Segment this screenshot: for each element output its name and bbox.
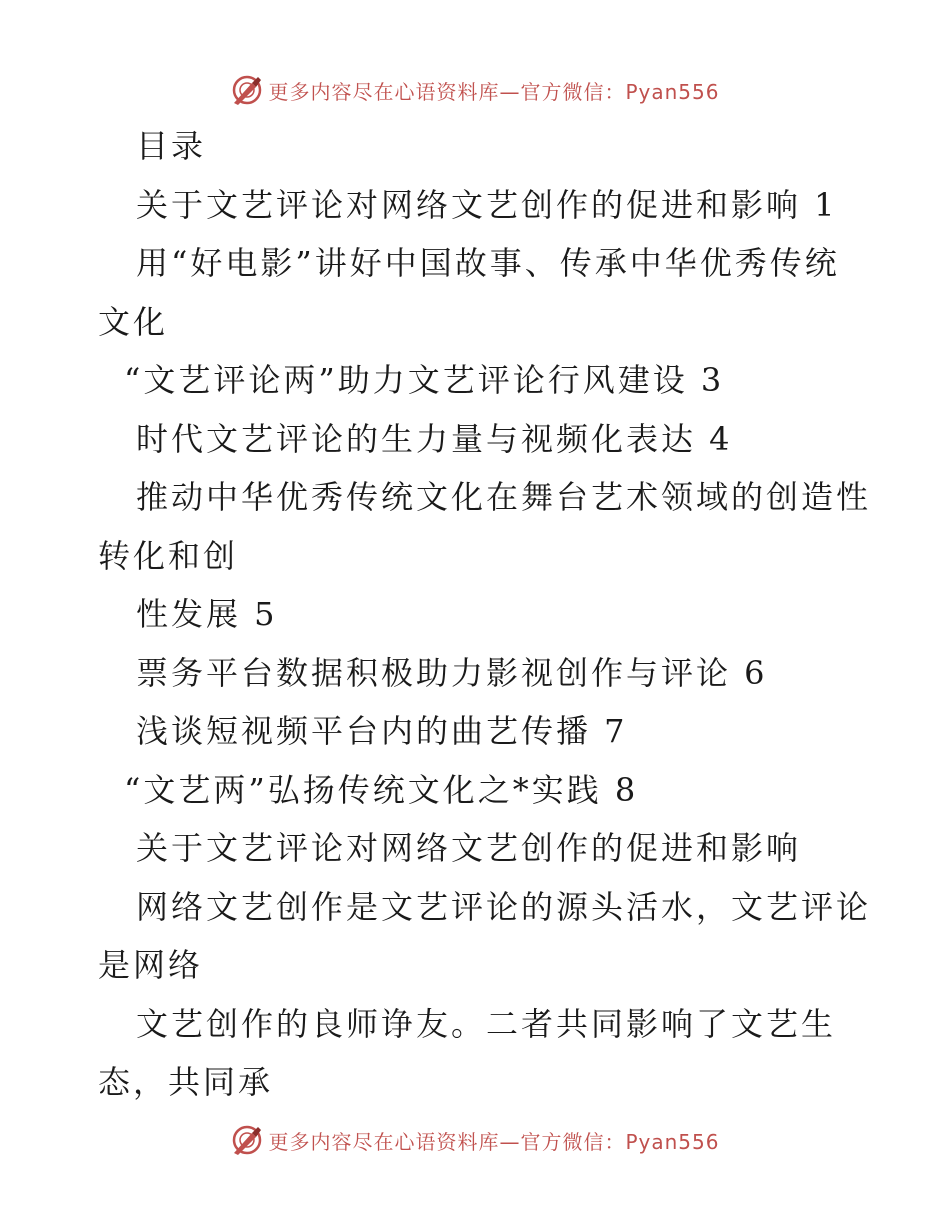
paragraph-line: 网络文艺创作是文艺评论的源头活水，文艺评论 <box>136 887 872 926</box>
section-heading: 关于文艺评论对网络文艺创作的促进和影响 <box>136 829 802 867</box>
toc-entry: 时代文艺评论的生力量与视频化表达 4 <box>136 419 733 458</box>
paragraph-line: 文艺创作的良师诤友。二者共同影响了文艺生 <box>136 1004 837 1043</box>
toc-entry: 推动中华优秀传统文化在舞台艺术领域的创造性 <box>136 478 872 516</box>
toc-entry: 用“好电影”讲好中国故事、传承中华优秀传统 <box>136 244 840 282</box>
footer-banner-text: 更多内容尽在心语资料库—官方微信：Pyan556 <box>268 1129 720 1154</box>
paragraph-line: 态，共同承 <box>98 1063 274 1101</box>
toc-entry-continued: 转化和创 <box>98 536 239 575</box>
document-body <box>98 117 872 1112</box>
toc-entry: “文艺评论两”助力文艺评论行风建设 3 <box>124 361 725 399</box>
toc-entry: “文艺两”弘扬传统文化之*实践 8 <box>124 770 639 809</box>
pen-logo-icon <box>230 1123 264 1157</box>
paragraph-line: 是网络 <box>98 946 204 984</box>
footer-banner <box>0 1120 950 1160</box>
pen-logo-icon <box>230 73 264 107</box>
toc-entry-continued: 性发展 5 <box>136 595 278 633</box>
toc-entry: 关于文艺评论对网络文艺创作的促进和影响 1 <box>136 185 838 224</box>
toc-title: 目录 <box>136 127 207 165</box>
toc-entry-continued: 文化 <box>98 302 169 341</box>
header-banner <box>0 70 950 110</box>
toc-entry: 票务平台数据积极助力影视创作与评论 6 <box>136 653 768 692</box>
header-banner-text: 更多内容尽在心语资料库—官方微信：Pyan556 <box>268 79 720 104</box>
toc-entry: 浅谈短视频平台内的曲艺传播 7 <box>136 712 628 750</box>
